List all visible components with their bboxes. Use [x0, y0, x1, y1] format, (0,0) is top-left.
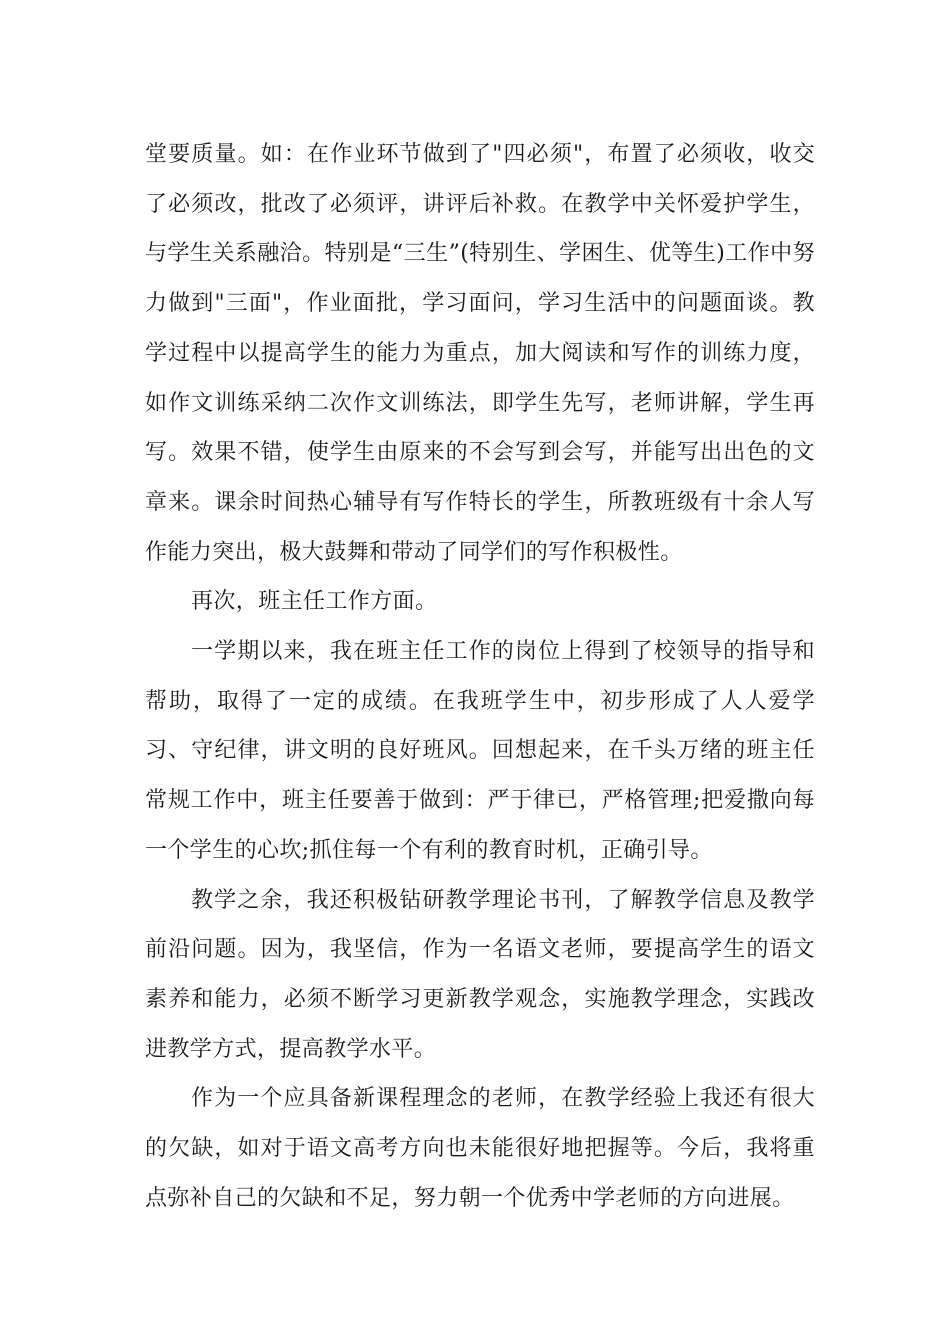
paragraph-1: 堂要质量。如：在作业环节做到了"四必须"，布置了必须收，收交了必须改，批改了必须评，讲评后补救。在教学中关怀爱护学生，与学生关系融洽。特别是“三生”(特别生、学困生、优等生)工作中努力做到"三面"，作业面批，学习面问，学习生活中的问题面谈。教学过程中以提高学生的能力为重点，加大阅读和写作的训练力度，如作文训练采纳二次作文训练法，即学生先写，老师讲解，学生再写。效果不错，使学生由原来的不会写到会写，并能写出出色的文章来。课余时间热心辅导有写作特长的学生，所教班级有十余人写作能力突出，极大鼓舞和带动了同学们的写作积极性。	[145, 142, 815, 565]
paragraph-4: 教学之余，我还积极钻研教学理论书刊，了解教学信息及教学前沿问题。因为，我坚信，作为一名语文老师，要提高学生的语文素养和能力，必须不断学习更新教学观念，实施教学理念，实践改进教学方式，提高教学水平。	[145, 887, 815, 1062]
paragraph-2: 再次，班主任工作方面。	[191, 589, 438, 615]
paragraph-3: 一学期以来，我在班主任工作的岗位上得到了校领导的指导和帮助，取得了一定的成绩。在我班学生中，初步形成了人人爱学习、守纪律，讲文明的良好班风。回想起来，在千头万绪的班主任常规工作中，班主任要善于做到：严于律已，严格管理;把爱撒向每一个学生的心坎;抓住每一个有利的教育时机，正确引导。	[145, 639, 815, 863]
document-body	[145, 130, 815, 1223]
paragraph-5: 作为一个应具备新课程理念的老师，在教学经验上我还有很大的欠缺，如对于语文高考方向也未能很好地把握等。今后，我将重点弥补自己的欠缺和不足，努力朝一个优秀中学老师的方向进展。	[145, 1086, 815, 1211]
